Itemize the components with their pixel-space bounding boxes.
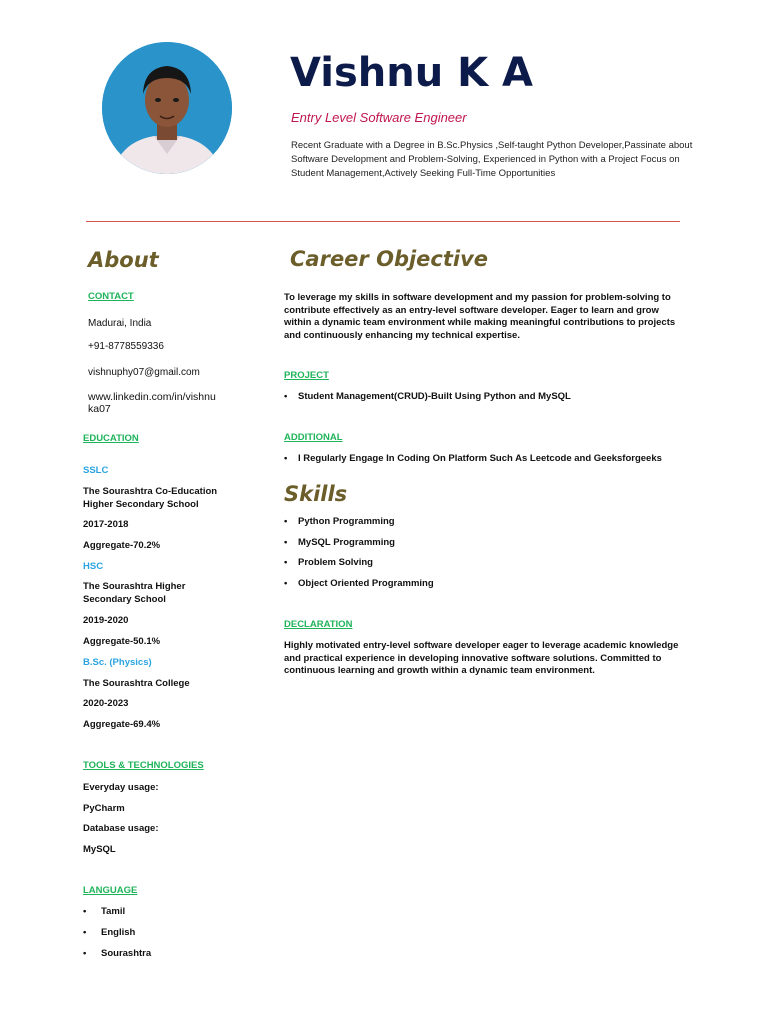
profile-summary: Recent Graduate with a Degree in B.Sc.Physics ,Self-taught Python Developer,Passinate about Software Development and Problem-Solving, Experienced in Python with a Project Focus on Student Management,Actively Seeking Full-Time Opportunities [291,140,693,179]
additional-heading: ADDITIONAL [284,432,343,443]
tools-database-label: Database usage: [83,823,159,834]
declaration-heading: DECLARATION [284,619,353,630]
sslc-years: 2017-2018 [83,519,129,530]
tools-database-value: MySQL [83,844,116,855]
linkedin-line-1: www.linkedin.com/in/vishnu [88,391,216,403]
header-divider [86,221,680,222]
hsc-school [83,581,185,606]
list-item: • I Regularly Engage In Coding On Platform Such As Leetcode and Geeksforgeeks [284,453,662,464]
list-item: • Tamil [83,906,126,917]
project-heading: PROJECT [284,370,329,381]
list-item: • MySQL Programming [284,537,395,548]
contact-heading: CONTACT [88,291,134,302]
contact-email: vishnuphy07@gmail.com [88,367,200,378]
tools-everyday-value: PyCharm [83,803,125,814]
person-portrait-icon [102,42,232,174]
sslc-school-line-1: The Sourashtra Co-Education [83,486,218,497]
tools-heading: TOOLS & TECHNOLOGIES [83,760,204,771]
list-item: • Sourashtra [83,948,152,959]
linkedin-line-2: ka07 [88,403,111,415]
list-item: • Python Programming [284,516,395,527]
skills-heading: Skills [284,482,348,506]
list-item: • Student Management(CRUD)-Built Using Python and MySQL [284,391,571,402]
list-item: • English [83,927,136,938]
contact-location: Madurai, India [88,318,152,329]
hsc-aggregate: Aggregate-50.1% [83,636,161,647]
hsc-school-line-1: The Sourashtra Higher [83,581,186,592]
sslc-label: SSLC [83,465,109,476]
bsc-years: 2020-2023 [83,698,129,709]
tools-everyday-label: Everyday usage: [83,782,159,793]
bsc-aggregate: Aggregate-69.4% [83,719,161,730]
hsc-years: 2019-2020 [83,615,129,626]
list-item: • Problem Solving [284,557,373,568]
sslc-aggregate: Aggregate-70.2% [83,540,161,551]
language-heading: LANGUAGE [83,885,138,896]
contact-phone: +91-8778559336 [88,341,164,352]
about-heading: About [88,248,159,272]
job-title: Entry Level Software Engineer [291,110,467,125]
sslc-school-line-2: Higher Secondary School [83,498,199,510]
profile-photo [102,42,232,174]
career-objective-text: To leverage my skills in software development and my passion for problem-solving to contribute effectively as an entry-level software developer. Eager to learn and grow within a dynamic team environment while making meaningful contributions to projects and continuously enhancing my technical expertise. [284,292,676,341]
bsc-school: The Sourashtra College [83,678,190,689]
bsc-label: B.Sc. (Physics) [83,657,152,668]
sslc-school [83,486,217,511]
declaration-text: Highly motivated entry-level software developer eager to leverage academic knowledge and practical experience in developing innovative software solutions. Committed to continuous learning and growth within a dynamic team environment. [284,640,679,676]
hsc-school-line-2: Secondary School [83,593,166,605]
contact-linkedin [88,391,216,415]
hsc-label: HSC [83,561,104,572]
candidate-name: Vishnu K A [290,50,534,96]
career-objective-heading: Career Objective [290,247,489,271]
education-heading: EDUCATION [83,433,139,444]
list-item: • Object Oriented Programming [284,578,434,589]
